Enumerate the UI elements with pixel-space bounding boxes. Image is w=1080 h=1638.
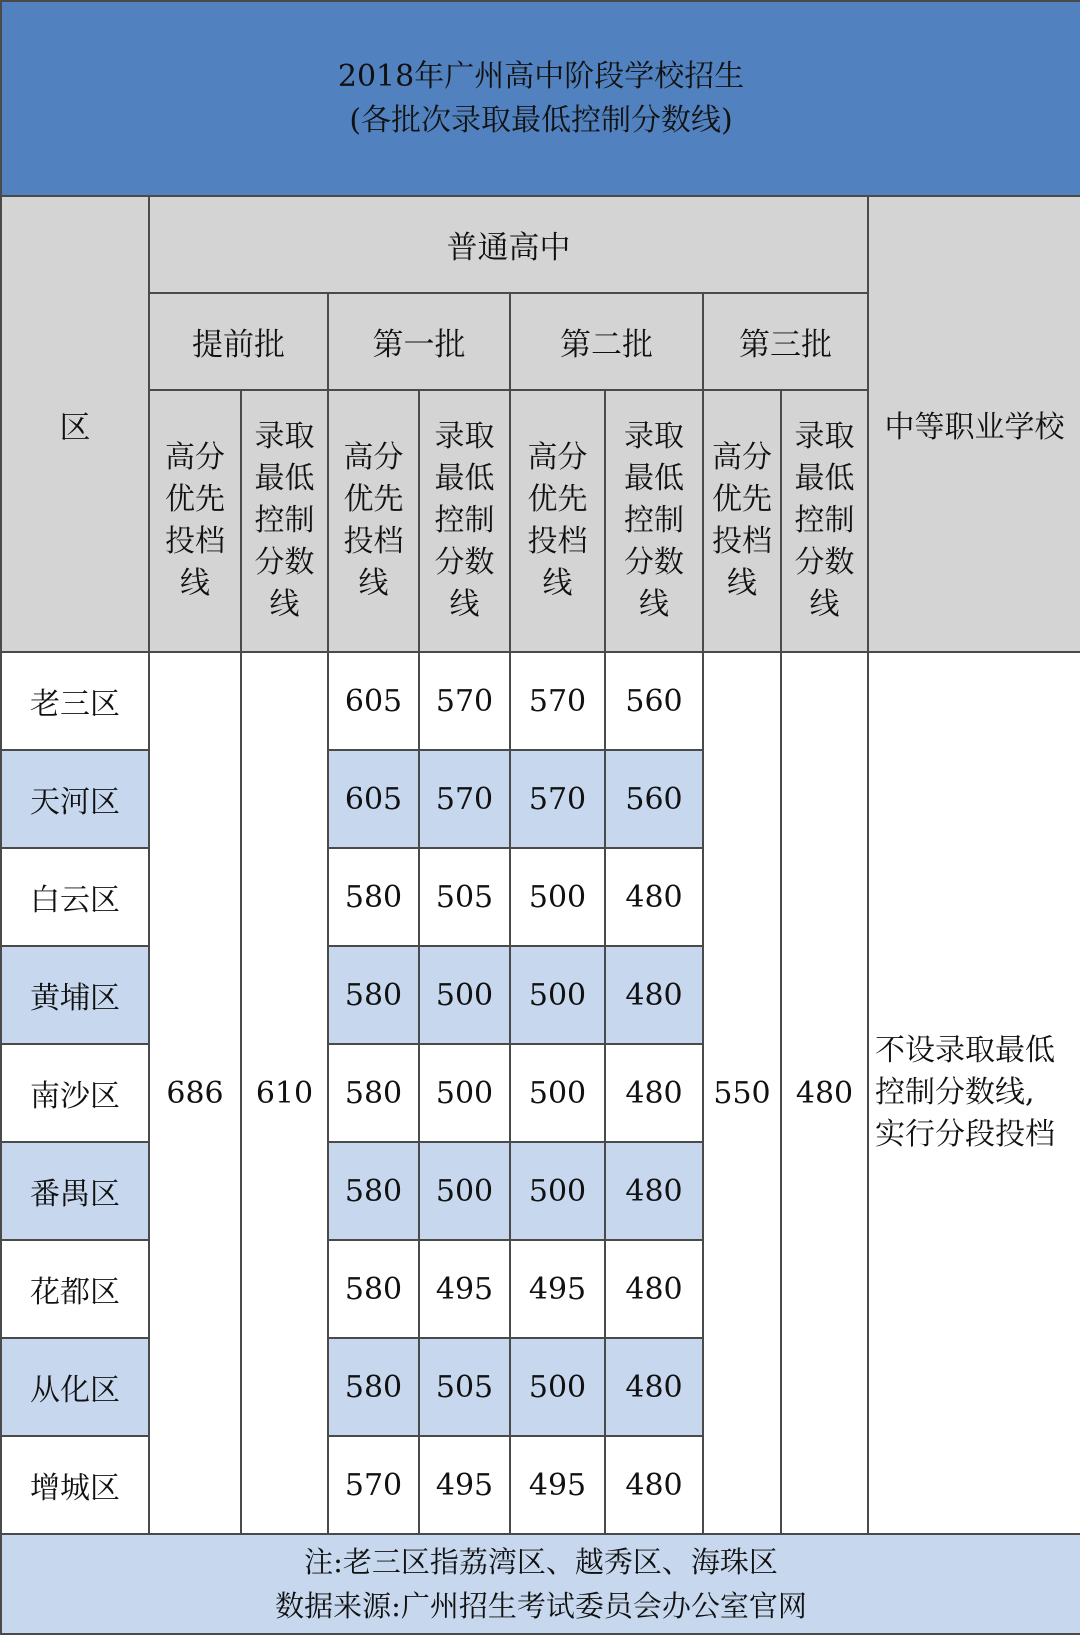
footer-source-line: 数据来源:广州招生考试委员会办公室官网 (275, 1589, 807, 1623)
sub-header-line: 投档 (165, 524, 225, 559)
second-min-score-cell: 560 (605, 750, 703, 848)
sub-header-line: 最低 (434, 461, 495, 496)
footer-note (1, 1534, 1080, 1634)
vocational-note-cell (868, 652, 1080, 1534)
second-high-score-cell: 500 (510, 946, 605, 1044)
batch-early-header: 提前批 (149, 293, 328, 390)
first-high-score-cell: 580 (328, 1044, 419, 1142)
sub-header-line: 优先 (165, 482, 225, 517)
first-min-score-cell: 505 (419, 1338, 510, 1436)
sub-header-line: 控制 (434, 503, 495, 538)
sub-header-line: 线 (639, 587, 669, 622)
sub-header-line: 控制 (794, 503, 855, 538)
sub-header-line: 线 (449, 587, 480, 622)
second-min-score-cell: 480 (605, 1240, 703, 1338)
title-line-1: 2018年广州高中阶段学校招生 (337, 58, 745, 94)
first-high-score-cell: 580 (328, 946, 419, 1044)
first-high-score-cell: 580 (328, 1240, 419, 1338)
early-high-score-cell: 686 (149, 652, 241, 1534)
sub-header-line: 高分 (343, 440, 404, 475)
general-high-school-header: 普通高中 (149, 196, 868, 293)
batch-second-header: 第二批 (510, 293, 703, 390)
sub-header-line: 高分 (165, 440, 225, 475)
sub-header-line: 最低 (254, 461, 315, 496)
sub-header-line: 录取 (624, 419, 684, 454)
first-min-score-cell: 495 (419, 1240, 510, 1338)
sub-header-line: 线 (727, 566, 757, 601)
sub-header-line: 控制 (624, 503, 684, 538)
second-min-score-cell: 480 (605, 1338, 703, 1436)
first-min-score-cell: 500 (419, 946, 510, 1044)
second-min-score-cell: 480 (605, 848, 703, 946)
third-min-score-cell: 480 (781, 652, 868, 1534)
district-cell: 花都区 (1, 1240, 149, 1338)
second-min-score-cell: 480 (605, 1044, 703, 1142)
page-title (1, 1, 1080, 196)
early-min-score-cell: 610 (241, 652, 328, 1534)
sub-header-high-score (703, 390, 781, 652)
first-high-score-cell: 580 (328, 848, 419, 946)
first-min-score-cell: 570 (419, 652, 510, 750)
second-high-score-cell: 500 (510, 1142, 605, 1240)
sub-header-line: 高分 (712, 440, 772, 475)
sub-header-line: 投档 (343, 524, 404, 559)
third-high-score-cell: 550 (703, 652, 781, 1534)
first-min-score-cell: 570 (419, 750, 510, 848)
sub-header-min-score (419, 390, 510, 652)
sub-header-line: 录取 (254, 419, 315, 454)
sub-header-min-score (781, 390, 868, 652)
sub-header-line: 线 (542, 566, 573, 601)
first-min-score-cell: 495 (419, 1436, 510, 1534)
title-line-2: (各批次录取最低控制分数线) (349, 102, 733, 138)
sub-header-line: 控制 (254, 503, 315, 538)
second-high-score-cell: 500 (510, 1338, 605, 1436)
second-high-score-cell: 570 (510, 750, 605, 848)
sub-header-line: 录取 (794, 419, 855, 454)
district-cell: 从化区 (1, 1338, 149, 1436)
sub-header-line: 分数 (624, 545, 684, 580)
second-min-score-cell: 480 (605, 946, 703, 1044)
district-header: 区 (1, 196, 149, 652)
sub-header-line: 线 (358, 566, 389, 601)
second-min-score-cell: 560 (605, 652, 703, 750)
sub-header-line: 优先 (712, 482, 772, 517)
sub-header-line: 投档 (527, 524, 588, 559)
sub-header-high-score (328, 390, 419, 652)
first-high-score-cell: 570 (328, 1436, 419, 1534)
sub-header-line: 分数 (254, 545, 315, 580)
sub-header-line: 优先 (527, 482, 588, 517)
first-min-score-cell: 500 (419, 1044, 510, 1142)
sub-header-line: 线 (269, 587, 300, 622)
first-high-score-cell: 605 (328, 652, 419, 750)
batch-third-header: 第三批 (703, 293, 868, 390)
sub-header-line: 分数 (794, 545, 855, 580)
second-high-score-cell: 570 (510, 652, 605, 750)
first-high-score-cell: 580 (328, 1338, 419, 1436)
second-high-score-cell: 500 (510, 1044, 605, 1142)
district-cell: 增城区 (1, 1436, 149, 1534)
sub-header-line: 线 (809, 587, 840, 622)
district-cell: 南沙区 (1, 1044, 149, 1142)
table-row (1, 652, 1080, 750)
sub-header-min-score (241, 390, 328, 652)
sub-header-line: 投档 (712, 524, 772, 559)
district-cell: 白云区 (1, 848, 149, 946)
sub-header-line: 最低 (794, 461, 855, 496)
first-high-score-cell: 580 (328, 1142, 419, 1240)
sub-header-high-score (149, 390, 241, 652)
vocational-note-line: 控制分数线, (875, 1075, 1035, 1110)
first-min-score-cell: 500 (419, 1142, 510, 1240)
vocational-note-line: 不设录取最低 (875, 1033, 1055, 1068)
sub-header-line: 线 (180, 566, 210, 601)
second-min-score-cell: 480 (605, 1142, 703, 1240)
district-cell: 黄埔区 (1, 946, 149, 1044)
sub-header-line: 分数 (434, 545, 495, 580)
vocational-header: 中等职业学校 (868, 196, 1080, 652)
district-cell: 番禺区 (1, 1142, 149, 1240)
batch-first-header: 第一批 (328, 293, 510, 390)
second-high-score-cell: 495 (510, 1240, 605, 1338)
first-high-score-cell: 605 (328, 750, 419, 848)
vocational-note-line: 实行分段投档 (875, 1117, 1055, 1152)
sub-header-line: 优先 (343, 482, 404, 517)
sub-header-high-score (510, 390, 605, 652)
footer-note-line: 注:老三区指荔湾区、越秀区、海珠区 (304, 1545, 778, 1579)
district-cell: 老三区 (1, 652, 149, 750)
first-min-score-cell: 505 (419, 848, 510, 946)
sub-header-min-score (605, 390, 703, 652)
district-cell: 天河区 (1, 750, 149, 848)
second-min-score-cell: 480 (605, 1436, 703, 1534)
data-rows (1, 652, 1080, 1534)
sub-header-line: 高分 (527, 440, 588, 475)
sub-header-line: 最低 (624, 461, 684, 496)
sub-header-line: 录取 (434, 419, 495, 454)
second-high-score-cell: 500 (510, 848, 605, 946)
second-high-score-cell: 495 (510, 1436, 605, 1534)
